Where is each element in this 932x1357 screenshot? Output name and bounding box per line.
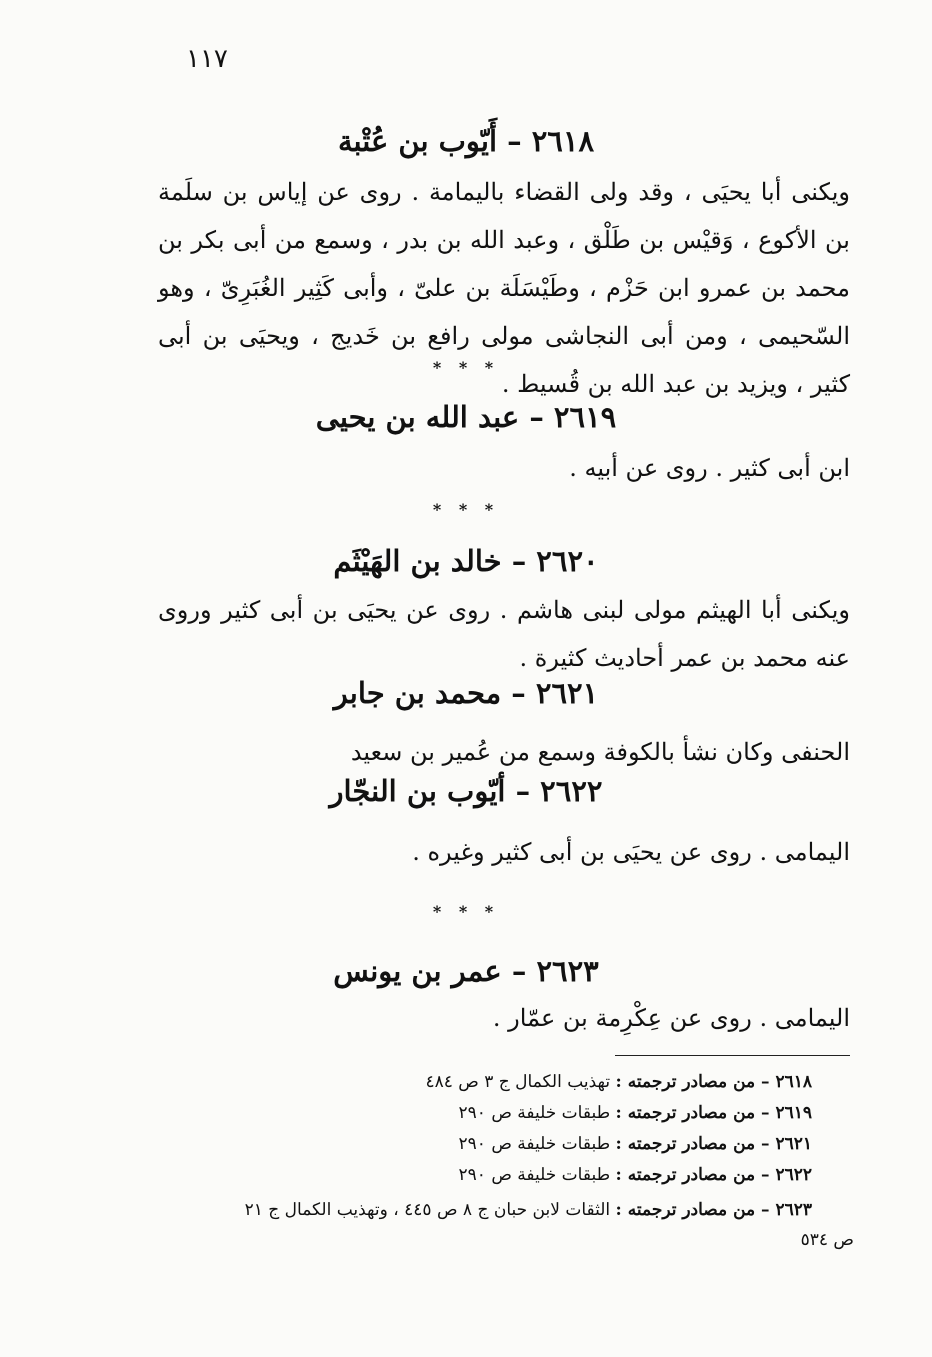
entry-text-2622: اليمامى . روى عن يحيَى بن أبى كثير وغيره .: [412, 838, 850, 866]
entry-text-2621: الحنفى وكان نشأ بالكوفة وسمع من عُمير بن سعيد: [350, 738, 850, 766]
entry-title-2619: ٢٦١٩ – عبد الله بن يحيى: [315, 400, 617, 434]
separator: * * *: [432, 902, 500, 921]
footnote-label: ٢٦١٩ – من مصادر ترجمته :: [615, 1103, 812, 1123]
entry-title-2620: ٢٦٢٠ – خالد بن الهَيْثَم: [333, 544, 599, 578]
footnote-text: تهذيب الكمال ج ٣ ص ٤٨٤: [425, 1072, 611, 1092]
entry-text-2619: ابن أبى كثير . روى عن أبيه .: [569, 454, 850, 482]
footnote-2619: [459, 1101, 812, 1125]
footnote-text: طبقات خليفة ص ٢٩٠: [458, 1103, 611, 1123]
separator: * * *: [432, 500, 500, 519]
entry-text-2618: ويكنى أبا يحيَى ، وقد ولى القضاء باليمامة . روى عن إياس بن سلَمة بن الأكوع ، وَقيْس بن طَلْق ، وعبد الله بن بدر ، وسمع من أبى بكر بن محمد بن عمرو ابن حَزْم ، وطَيْسَلَة بن علىّ ، وأبى كَثِير الغُبَرِىّ ، وهو السّحيمى ، ومن أبى النجاشى مولى رافع بن خَديج ، ويحيَى بن أبى كثير ، ويزيد بن عبد الله بن قُسيط .: [158, 178, 850, 398]
footnote-text: الثقات لابن حبان ج ٨ ص ٤٤٥ ، وتهذيب الكمال ج ٢١: [244, 1200, 611, 1220]
footnote-text: طبقات خليفة ص ٢٩٠: [458, 1134, 611, 1154]
entry-text-2623: اليمامى . روى عن عِكْرِمة بن عمّار .: [492, 1004, 850, 1032]
entry-text-2620: ويكنى أبا الهيثم مولى لبنى هاشم . روى عن يحيَى بن أبى كثير وروى عنه محمد بن عمر أحاديث كثيرة .: [158, 596, 850, 672]
footnote-2623: [245, 1198, 812, 1222]
footnote-2621: [459, 1132, 812, 1156]
footnote-label: ٢٦٢١ – من مصادر ترجمته :: [615, 1134, 812, 1154]
page-number: ١١٧: [186, 44, 228, 74]
footnote-label: ٢٦٢٣ – من مصادر ترجمته :: [615, 1200, 812, 1220]
entry-title-2618: ٢٦١٨ – أَيّوب بن عُتْبة: [337, 124, 595, 158]
footnote-2618: [425, 1070, 812, 1094]
footnote-label: ٢٦١٨ – من مصادر ترجمته :: [615, 1072, 812, 1092]
footnote-rule: [615, 1055, 850, 1056]
entry-title-2622: ٢٦٢٢ – أيّوب بن النجّار: [329, 774, 603, 808]
footnote-2622: [459, 1163, 812, 1187]
footnote-text: طبقات خليفة ص ٢٩٠: [458, 1165, 611, 1185]
footnote-label: ٢٦٢٢ – من مصادر ترجمته :: [615, 1165, 812, 1185]
separator: * * *: [432, 358, 500, 377]
entry-title-2621: ٢٦٢١ – محمد بن جابر: [333, 676, 599, 710]
entry-title-2623: ٢٦٢٣ – عمر بن يونس: [333, 954, 599, 988]
footnote-continuation: ص ٥٣٤: [800, 1230, 854, 1250]
